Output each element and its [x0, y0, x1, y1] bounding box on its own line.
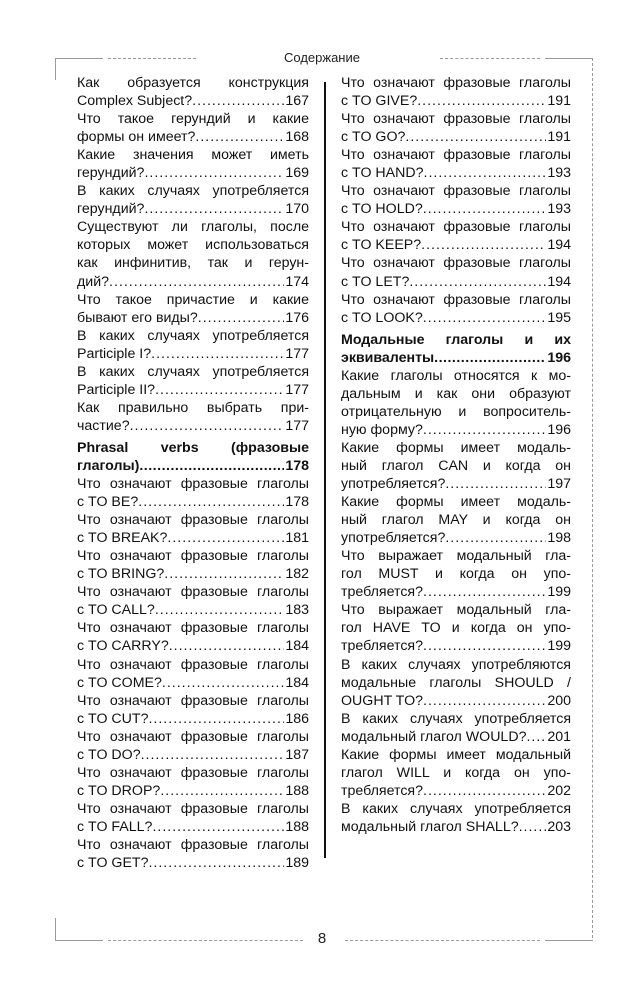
- toc-entry-last-line: [77, 565, 309, 583]
- toc-entry: [77, 182, 309, 218]
- toc-page-number: 168: [285, 129, 309, 146]
- dot-leader: [155, 381, 284, 399]
- toc-entry-last-line: [341, 164, 571, 182]
- toc-page-number: 177: [285, 417, 309, 434]
- toc-entry-line: Что означают фразовые глаголы: [77, 620, 309, 637]
- toc-entry-line: гол MUST и когда он упо-: [341, 566, 571, 583]
- toc-entry-text: герундий?: [77, 201, 145, 218]
- toc-entry: [341, 710, 571, 746]
- toc-page-number: 194: [547, 273, 571, 290]
- toc-entry-text: модальный глагол WOULD?: [341, 728, 527, 745]
- toc-left-column: [77, 74, 309, 872]
- toc-entry-line: В каких случаях употребляется: [341, 710, 571, 727]
- dot-leader: [130, 417, 285, 435]
- toc-page-number: 178: [285, 494, 309, 511]
- dot-leader: [421, 236, 546, 254]
- column-divider: [324, 82, 326, 858]
- dot-leader: [423, 309, 547, 327]
- toc-entry-last-line: [341, 637, 571, 655]
- toc-entry-line: дальным и как они образуют: [341, 385, 571, 402]
- toc-entry-last-line: [77, 200, 309, 218]
- toc-entry-line: Что означают фразовые глаголы: [341, 147, 571, 164]
- toc-entry: [341, 146, 571, 182]
- toc-entry-last-line: [77, 128, 309, 146]
- toc-entry-line: Какие формы имеет модаль-: [341, 494, 571, 511]
- header-rule-right: [440, 58, 540, 59]
- toc-entry: [77, 547, 309, 583]
- dot-leader: [423, 637, 546, 655]
- toc-entry-last-line: [341, 529, 571, 547]
- dot-leader: [195, 128, 284, 146]
- dot-leader: [423, 421, 546, 439]
- toc-entry: [77, 218, 309, 290]
- toc-page-number: 178: [285, 457, 309, 474]
- dot-leader: [167, 529, 284, 547]
- toc-entry-text: с TO GET?: [77, 855, 149, 872]
- toc-page-number: 193: [547, 165, 571, 182]
- toc-entry-text: с TO DO?: [77, 746, 141, 763]
- page-number: 8: [317, 930, 327, 947]
- toc-entry-text: глаголы): [77, 457, 140, 474]
- toc-entry: [77, 291, 309, 327]
- toc-page-number: 201: [547, 728, 571, 745]
- toc-entry-text: с TO LET?: [341, 273, 410, 290]
- toc-right-column: [341, 74, 571, 836]
- toc-entry-last-line: [77, 529, 309, 547]
- toc-page-number: 177: [285, 381, 309, 398]
- toc-entry-line: В каких случаях употребляется: [341, 800, 571, 817]
- dot-leader: [445, 475, 546, 493]
- toc-entry-last-line: [77, 637, 309, 655]
- toc-entry-text: с TO GIVE?: [341, 93, 418, 110]
- toc-entry-text: с TO BREAK?: [77, 530, 168, 547]
- toc-entry: [77, 475, 309, 511]
- toc-entry-last-line: [341, 349, 571, 367]
- toc-entry-text: с TO CALL?: [77, 602, 155, 619]
- toc-entry-line: гол HAVE TO и когда он упо-: [341, 620, 571, 637]
- toc-entry-line: Что означают фразовые глаголы: [341, 291, 571, 308]
- toc-page-number: 194: [547, 237, 571, 254]
- toc-entry-last-line: [341, 818, 571, 836]
- toc-entry-text: с TO CARRY?: [77, 638, 169, 655]
- toc-entry-last-line: [77, 710, 309, 728]
- toc-entry-text: с TO FALL?: [77, 818, 153, 835]
- dot-leader: [148, 854, 284, 872]
- toc-entry-last-line: [77, 674, 309, 692]
- toc-entry-last-line: [77, 273, 309, 291]
- toc-entry-last-line: [77, 782, 309, 800]
- toc-entry-line: Как правильно выбрать при-: [77, 399, 309, 416]
- dot-leader: [138, 493, 284, 511]
- toc-entry: [341, 218, 571, 254]
- toc-entry-line: Что означают фразовые глаголы: [77, 512, 309, 529]
- toc-entry: [77, 692, 309, 728]
- toc-entry-line: Что означают фразовые глаголы: [77, 800, 309, 817]
- dot-leader: [445, 529, 546, 547]
- toc-entry: [341, 493, 571, 547]
- dot-leader: [164, 565, 284, 583]
- dot-leader: [144, 200, 284, 218]
- dot-leader: [198, 309, 285, 327]
- toc-page-number: 197: [547, 476, 571, 493]
- toc-entry-last-line: [341, 236, 571, 254]
- toc-entry-line: Что означают фразовые глаголы: [77, 656, 309, 673]
- toc-entry-last-line: [341, 421, 571, 439]
- toc-entry-text: требляется?: [341, 782, 423, 799]
- toc-page-number: 184: [285, 638, 309, 655]
- toc-entry-last-line: [341, 128, 571, 146]
- toc-entry-line: Что означают фразовые глаголы: [341, 219, 571, 236]
- toc-entry: [77, 764, 309, 800]
- toc-entry-last-line: [341, 782, 571, 800]
- toc-entry-text: с TO HAND?: [341, 165, 424, 182]
- toc-entry-last-line: [341, 309, 571, 327]
- toc-entry-line: Что такое причастие и какие: [77, 291, 309, 308]
- toc-entry-last-line: [77, 417, 309, 435]
- dot-leader: [423, 583, 546, 601]
- toc-page-number: 202: [547, 782, 571, 799]
- toc-page-number: 188: [285, 818, 309, 835]
- toc-entry-line: Что означают фразовые глаголы: [341, 183, 571, 200]
- toc-entry-last-line: [77, 164, 309, 182]
- toc-page-number: 193: [547, 201, 571, 218]
- toc-entry-text: с TO BRING?: [77, 566, 165, 583]
- toc-entry-line: ный глагол MAY и когда он: [341, 512, 571, 529]
- toc-page-number: 186: [285, 710, 309, 727]
- toc-entry-line: Что означают фразовые глаголы: [77, 764, 309, 781]
- toc-entry: [77, 656, 309, 692]
- toc-entry: [77, 800, 309, 836]
- toc-entry-line: В каких случаях употребляется: [77, 363, 309, 380]
- toc-entry-line: ный глагол CAN и когда он: [341, 457, 571, 474]
- toc-entry: [77, 511, 309, 547]
- toc-entry: [341, 601, 571, 655]
- toc-entry-text: Participle II?: [77, 381, 156, 398]
- header-rule-left: [108, 58, 196, 59]
- toc-entry-line: Какие формы имеет модаль-: [341, 439, 571, 456]
- toc-entry: [77, 74, 309, 110]
- toc-entry: [77, 327, 309, 363]
- toc-section-heading: [341, 331, 571, 367]
- toc-entry-last-line: [77, 493, 309, 511]
- toc-entry-last-line: [77, 92, 309, 110]
- toc-entry-last-line: [77, 345, 309, 363]
- dot-leader: [148, 710, 284, 728]
- dot-leader: [144, 164, 284, 182]
- dot-leader: [151, 345, 284, 363]
- toc-entry-text: с TO CUT?: [77, 710, 149, 727]
- toc-entry-text: требляется?: [341, 584, 423, 601]
- toc-page-number: 169: [285, 165, 309, 182]
- toc-entry-text: ную форму?: [341, 421, 423, 438]
- toc-page-number: 170: [285, 201, 309, 218]
- dot-leader: [162, 674, 284, 692]
- frame-top-left: [55, 58, 103, 59]
- toc-page-number: 191: [547, 93, 571, 110]
- toc-entry-last-line: [77, 601, 309, 619]
- frame-top-right: [545, 58, 593, 59]
- toc-entry-line: Какие значения может иметь: [77, 147, 309, 164]
- toc-page-number: 198: [547, 530, 571, 547]
- toc-page-number: 189: [285, 855, 309, 872]
- toc-entry: [341, 110, 571, 146]
- toc-page-number: 203: [547, 818, 571, 835]
- toc-entry-text: с TO GO?: [341, 129, 406, 146]
- toc-entry-line: Что означают фразовые глаголы: [341, 75, 571, 91]
- toc-entry: [341, 182, 571, 218]
- toc-entry-line: Существуют ли глаголы, после: [77, 219, 309, 236]
- toc-page-number: 196: [547, 421, 571, 438]
- toc-entry-line: модальные глаголы SHOULD /: [341, 674, 571, 691]
- toc-entry: [77, 836, 309, 872]
- toc-entry-line: которых может использоваться: [77, 237, 309, 254]
- dot-leader: [141, 746, 285, 764]
- toc-page-number: 200: [547, 692, 571, 709]
- toc-entry-text: бывают его виды?: [77, 309, 198, 326]
- toc-entry-text: с TO HOLD?: [341, 201, 423, 218]
- toc-entry-last-line: [341, 692, 571, 710]
- dot-leader: [409, 273, 546, 291]
- toc-entry-last-line: [341, 475, 571, 493]
- toc-entry: [341, 800, 571, 836]
- dot-leader: [109, 273, 284, 291]
- toc-entry-line: Какие формы имеет модальный: [341, 746, 571, 763]
- toc-page-number: 195: [547, 309, 571, 326]
- toc-entry-text: эквиваленты: [341, 349, 435, 366]
- toc-entry-line: Что означают фразовые глаголы: [341, 255, 571, 272]
- dot-leader: [155, 601, 285, 619]
- toc-entry: [77, 619, 309, 655]
- dot-leader: [423, 200, 547, 218]
- toc-page-number: 199: [547, 638, 571, 655]
- toc-entry-line: Как образуется конструкция: [77, 75, 309, 91]
- toc-entry-text: требляется?: [341, 638, 423, 655]
- toc-entry: [341, 746, 571, 800]
- dot-leader: [192, 92, 284, 110]
- toc-entry-line: Что означают фразовые глаголы: [77, 584, 309, 601]
- toc-entry-line: Что означают фразовые глаголы: [77, 692, 309, 709]
- toc-page-number: 196: [547, 349, 571, 366]
- toc-entry-last-line: [341, 728, 571, 746]
- frame-left-top: [55, 58, 56, 80]
- dot-leader: [423, 782, 546, 800]
- toc-entry-line: Что означают фразовые глаголы: [77, 548, 309, 565]
- toc-entry-line: В каких случаях употребляются: [341, 656, 571, 673]
- toc-entry: [77, 583, 309, 619]
- toc-page-number: 177: [285, 345, 309, 362]
- toc-entry-text: Complex Subject?: [77, 93, 193, 110]
- dot-leader: [152, 818, 284, 836]
- toc-entry: [341, 74, 571, 110]
- toc-page-number: 181: [285, 530, 309, 547]
- toc-entry: [341, 254, 571, 290]
- toc-entry-last-line: [341, 583, 571, 601]
- toc-entry: [77, 146, 309, 182]
- toc-entry-line: отрицательную и вопроситель-: [341, 403, 571, 420]
- toc-entry: [77, 110, 309, 146]
- dot-leader: [526, 728, 546, 746]
- toc-entry-text: с TO BE?: [77, 494, 139, 511]
- toc-page-number: 187: [285, 746, 309, 763]
- toc-entry: [341, 547, 571, 601]
- toc-page-number: 191: [547, 129, 571, 146]
- toc-section-heading: [77, 439, 309, 475]
- toc-entry: [341, 291, 571, 327]
- toc-entry: [77, 399, 309, 435]
- toc-page-number: 183: [285, 602, 309, 619]
- toc-entry: [341, 367, 571, 439]
- toc-entry-line: Что означают фразовые глаголы: [341, 111, 571, 128]
- dot-leader: [405, 128, 546, 146]
- dot-leader: [160, 782, 284, 800]
- toc-entry: [341, 439, 571, 493]
- toc-entry-text: с TO LOOK?: [341, 309, 423, 326]
- toc-entry-text: употребляется?: [341, 476, 446, 493]
- toc-entry-line: Что такое герундий и какие: [77, 111, 309, 128]
- toc-entry-text: OUGHT TO?: [341, 692, 423, 709]
- toc-entry-line: как инфинитив, так и герун-: [77, 255, 309, 272]
- toc-page-number: 184: [285, 674, 309, 691]
- toc-entry-text: герундий?: [77, 165, 145, 182]
- toc-entry-line: Что означают фразовые глаголы: [77, 728, 309, 745]
- toc-entry-text: формы он имеет?: [77, 129, 196, 146]
- toc-entry-line: Что означают фразовые глаголы: [77, 836, 309, 853]
- toc-page-number: 176: [285, 309, 309, 326]
- dot-leader: [417, 92, 546, 110]
- dot-leader: [424, 164, 547, 182]
- toc-entry-text: с TO COME?: [77, 674, 162, 691]
- toc-entry-line: Phrasal verbs (фразовые: [77, 439, 309, 456]
- toc-entry-line: В каких случаях употребляется: [77, 327, 309, 344]
- dot-leader: [434, 349, 546, 367]
- dot-leader: [519, 818, 547, 836]
- toc-entry: [77, 728, 309, 764]
- toc-entry: [341, 656, 571, 710]
- toc-entry: [77, 363, 309, 399]
- dot-leader: [169, 637, 285, 655]
- toc-entry-line: Какие глаголы относятся к мо-: [341, 367, 571, 384]
- toc-entry-line: Что означают фразовые глаголы: [77, 476, 309, 493]
- toc-entry-text: Participle I?: [77, 345, 152, 362]
- running-header-title: Содержание: [284, 50, 360, 65]
- toc-entry-line: В каких случаях употребляется: [77, 183, 309, 200]
- toc-entry-line: Модальные глаголы и их: [341, 331, 571, 348]
- frame-right-dashed: [592, 58, 593, 938]
- toc-entry-line: глагол WILL и когда он упо-: [341, 764, 571, 781]
- toc-entry-last-line: [77, 746, 309, 764]
- toc-entry-last-line: [77, 818, 309, 836]
- toc-entry-last-line: [77, 457, 309, 475]
- toc-entry-text: употребляется?: [341, 530, 446, 547]
- toc-page-number: 188: [285, 782, 309, 799]
- toc-entry-text: с TO KEEP?: [341, 237, 422, 254]
- toc-page-number: 167: [285, 93, 309, 110]
- toc-entry-last-line: [77, 381, 309, 399]
- dot-leader: [423, 692, 546, 710]
- toc-page-number: 174: [285, 273, 309, 290]
- toc-entry-text: с TO DROP?: [77, 782, 161, 799]
- toc-entry-last-line: [77, 309, 309, 327]
- toc-page-number: 182: [285, 566, 309, 583]
- toc-entry-text: частие?: [77, 417, 130, 434]
- dot-leader: [139, 457, 284, 475]
- toc-entry-last-line: [341, 273, 571, 291]
- toc-entry-last-line: [341, 200, 571, 218]
- toc-entry-text: модальный глагол SHALL?: [341, 818, 519, 835]
- toc-entry-last-line: [341, 92, 571, 110]
- toc-entry-line: Что выражает модальный гла-: [341, 548, 571, 565]
- toc-entry-line: Что выражает модальный гла-: [341, 602, 571, 619]
- toc-entry-last-line: [77, 854, 309, 872]
- toc-entry-text: дий?: [77, 273, 110, 290]
- toc-page-number: 199: [547, 584, 571, 601]
